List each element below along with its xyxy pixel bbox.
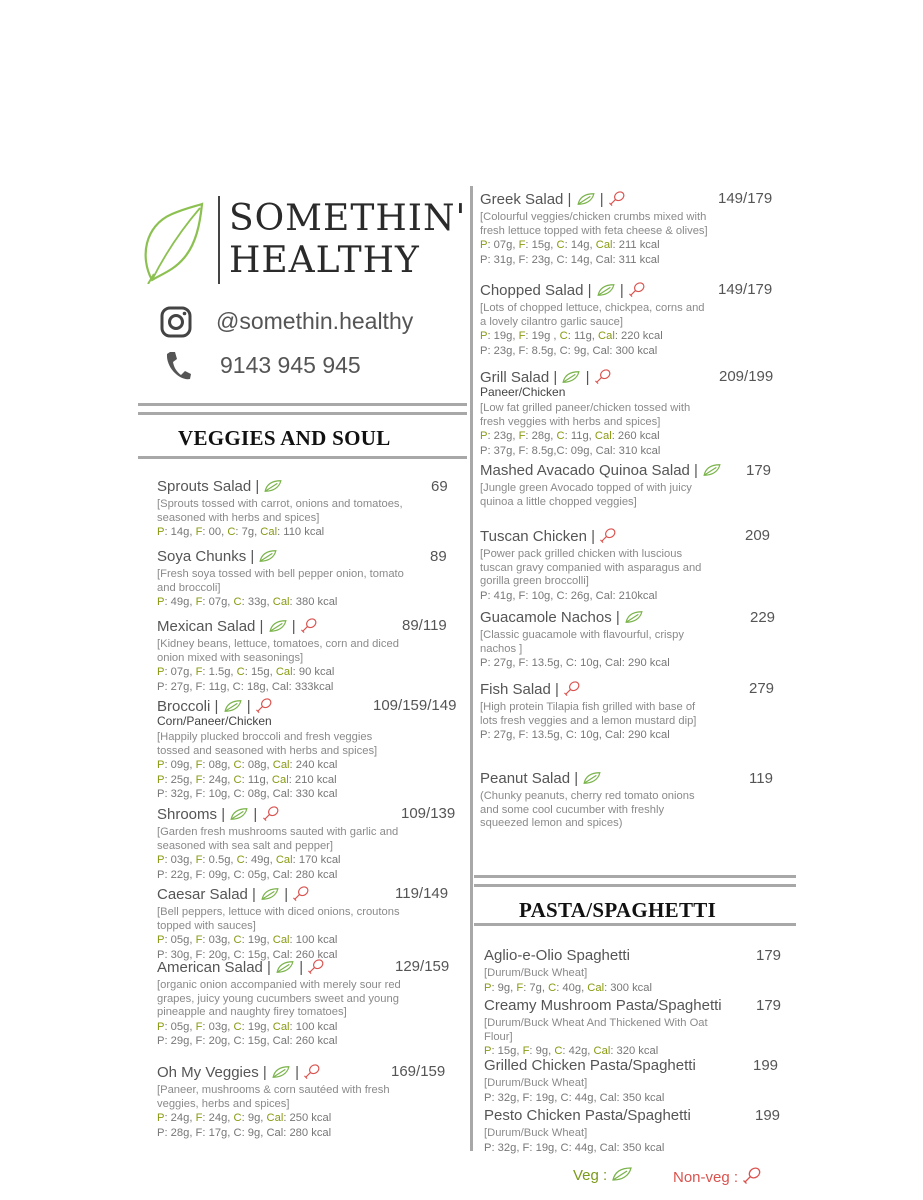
item-name xyxy=(484,1107,734,1124)
menu-item[interactable] xyxy=(480,770,712,831)
drumstick-icon xyxy=(303,1063,321,1079)
item-price: 179 xyxy=(756,997,782,1014)
veggies-rule-bottom xyxy=(138,456,467,459)
leaf-icon xyxy=(271,1065,291,1079)
item-variants: Paneer/Chicken xyxy=(480,385,566,399)
pasta-rule-top-2 xyxy=(474,884,796,887)
drumstick-icon xyxy=(628,281,646,297)
item-name: Grill Salad | | xyxy=(480,368,712,386)
nutrition-line: P: 05g, F: 03g, C: 19g, Cal: 100 kcal xyxy=(157,934,338,947)
nutrition-line: P: 05g, F: 03g, C: 19g, Cal: 100 kcal xyxy=(157,1020,338,1033)
item-name-text: Greek Salad | xyxy=(480,191,572,208)
drumstick-icon xyxy=(594,368,612,384)
nutrition-line: P: 30g, F: 20g, C: 15g, Cal: 260 kcal xyxy=(157,948,338,961)
leaf-icon xyxy=(582,771,602,785)
item-price: 169/159 xyxy=(391,1063,446,1080)
item-description: [Paneer, mushrooms & corn sautéed with fresh veggies, herbs and spices] xyxy=(157,1084,390,1110)
item-name xyxy=(484,947,734,964)
drumstick-icon xyxy=(300,617,318,633)
nutrition-line: P: 27g, F: 13.5g, C: 10g, Cal: 290 kcal xyxy=(480,729,670,742)
nutrition-line: P: 22g, F: 09g, C: 05g, Cal: 280 kcal xyxy=(157,868,338,881)
item-name-text: Aglio-e-Olio Spaghetti xyxy=(484,947,630,964)
nutrition-line: P: 32g, F: 19g, C: 44g, Cal: 350 kcal xyxy=(484,1091,665,1104)
item-description: [Jungle green Avocado topped of with juicy quinoa a little chopped veggies] xyxy=(480,482,692,508)
drumstick-icon xyxy=(292,885,310,901)
item-name: Caesar Salad | | xyxy=(157,885,405,903)
drumstick-icon xyxy=(599,527,617,543)
item-price: 109/159/149 xyxy=(373,697,457,714)
section-title-pasta: PASTA/SPAGHETTI xyxy=(519,898,717,922)
drumstick-icon xyxy=(742,1166,762,1184)
item-name-text: Creamy Mushroom Pasta/Spaghetti xyxy=(484,997,722,1014)
item-name-text: Broccoli | xyxy=(157,698,219,715)
drumstick-icon xyxy=(262,805,280,821)
menu-item[interactable] xyxy=(480,368,712,458)
menu-item[interactable] xyxy=(484,947,734,995)
item-name-text: Guacamole Nachos | xyxy=(480,609,620,626)
item-price: 179 xyxy=(756,947,782,964)
leaf-icon xyxy=(223,699,243,713)
item-name-text: Mashed Avacado Quinoa Salad | xyxy=(480,462,698,479)
item-description: (Chunky peanuts, cherry red tomato onions and some cool cucumber with freshly squeezed lemon and spices) xyxy=(480,790,695,830)
item-name xyxy=(480,680,712,698)
item-name xyxy=(157,478,405,495)
item-description: [Colourful veggies/chicken crumbs mixed with fresh lettuce topped with feta cheese & olives] xyxy=(480,211,708,237)
item-price: 179 xyxy=(746,462,772,479)
nutrition-line: P: 14g, F: 00, C: 7g, Cal: 110 kcal xyxy=(157,526,325,539)
legend-nonveg-label: Non-veg : xyxy=(673,1169,739,1186)
item-name-text: Peanut Salad | xyxy=(480,770,579,787)
item-description: [Durum/Buck Wheat] xyxy=(484,1077,588,1089)
drumstick-icon xyxy=(255,697,273,713)
veggies-rule-top-2 xyxy=(138,412,467,415)
nutrition-line: P: 07g, F: 15g, C: 14g, Cal: 211 kcal xyxy=(480,239,660,252)
item-price: 149/179 xyxy=(718,190,773,207)
item-description: [Kidney beans, lettuce, tomatoes, corn and diced onion mixed with seasonings] xyxy=(157,638,399,664)
instagram-handle[interactable]: @somethin.healthy xyxy=(216,308,414,334)
leaf-icon xyxy=(263,479,283,493)
nutrition-line: P: 07g, F: 1.5g, C: 15g, Cal: 90 kcal xyxy=(157,666,335,679)
item-price: 89 xyxy=(430,548,447,565)
item-name: Chopped Salad | | xyxy=(480,281,712,299)
brand-name-line1: SOMETHIN' xyxy=(229,198,467,239)
leaf-icon xyxy=(576,192,596,206)
menu-item[interactable] xyxy=(157,548,405,610)
menu-item[interactable] xyxy=(484,1057,734,1105)
item-description: [Low fat grilled paneer/chicken tossed with fresh veggies with herbs and spices] xyxy=(480,402,691,428)
nutrition-line: P: 15g, F: 9g, C: 42g, Cal: 320 kcal xyxy=(484,1045,659,1058)
legend-veg-label: Veg : xyxy=(573,1167,608,1184)
item-description: [Durum/Buck Wheat] xyxy=(484,1127,588,1139)
nutrition-line: P: 32g, F: 10g, C: 08g, Cal: 330 kcal xyxy=(157,788,338,801)
item-price: 209 xyxy=(745,527,771,544)
nutrition-line: P: 32g, F: 19g, C: 44g, Cal: 350 kcal xyxy=(484,1141,665,1154)
phone-icon[interactable] xyxy=(164,350,192,382)
item-price: 89/119 xyxy=(402,617,447,634)
item-name-text: Shrooms | xyxy=(157,806,226,823)
pasta-rule-bottom xyxy=(474,923,796,926)
nutrition-line: P: 49g, F: 07g, C: 33g, Cal: 380 kcal xyxy=(157,596,338,609)
brand-name-line2: HEALTHY xyxy=(229,240,420,281)
menu-item[interactable] xyxy=(157,617,405,694)
drumstick-icon xyxy=(608,190,626,206)
item-name-text: Pesto Chicken Pasta/Spaghetti xyxy=(484,1107,691,1124)
pasta-rule-top-1 xyxy=(474,875,796,878)
item-name-text: Sprouts Salad | xyxy=(157,478,260,495)
drumstick-icon xyxy=(563,680,581,696)
legend-nonveg xyxy=(673,1166,762,1186)
menu-item[interactable] xyxy=(157,805,405,882)
item-price: 209/199 xyxy=(719,368,774,385)
item-price: 129/159 xyxy=(395,958,450,975)
leaf-icon xyxy=(275,960,295,974)
item-name-text: Tuscan Chicken | xyxy=(480,528,596,545)
item-description: [Fresh soya tossed with bell pepper onion, tomato and broccoli] xyxy=(157,568,404,594)
item-description: [Lots of chopped lettuce, chickpea, corns and a lovely cilantro garlic sauce] xyxy=(480,302,705,328)
item-price: 199 xyxy=(753,1057,779,1074)
item-price: 229 xyxy=(750,609,776,626)
item-name-text: Chopped Salad | xyxy=(480,282,592,299)
leaf-icon xyxy=(258,549,278,563)
item-price: 279 xyxy=(749,680,775,697)
menu-item[interactable] xyxy=(480,609,712,671)
item-name: Broccoli | | xyxy=(157,697,405,715)
item-name: Oh My Veggies | | xyxy=(157,1063,405,1081)
item-price: 149/179 xyxy=(718,281,773,298)
nutrition-line: P: 23g, F: 8.5g, C: 9g, Cal: 300 kcal xyxy=(480,344,658,357)
nutrition-line: P: 25g, F: 24g, C: 11g, Cal: 210 kcal xyxy=(157,773,337,786)
menu-item[interactable] xyxy=(480,462,712,509)
item-description: [Happily plucked broccoli and fresh veggies tossed and seasoned with herbs and spices] xyxy=(157,731,378,757)
item-name: Mexican Salad | | xyxy=(157,617,405,635)
item-name xyxy=(480,462,712,479)
item-name-text: American Salad | xyxy=(157,959,271,976)
item-price: 199 xyxy=(755,1107,781,1124)
leaf-icon xyxy=(229,807,249,821)
item-description: [organic onion accompanied with merely sour red grapes, juicy young cucumbers sweet and young pineapple and naughty firey tomatoes] xyxy=(157,979,401,1019)
nutrition-line: P: 19g, F: 19g , C: 11g, Cal: 220 kcal xyxy=(480,330,663,343)
item-description: [Durum/Buck Wheat And Thickened With Oat Flour] xyxy=(484,1017,708,1043)
menu-item[interactable] xyxy=(484,1107,734,1155)
item-price: 69 xyxy=(431,478,448,495)
leaf-logo-icon xyxy=(138,200,208,284)
item-name: Shrooms | | xyxy=(157,805,405,823)
menu-item[interactable] xyxy=(480,190,712,267)
phone-number[interactable]: 9143 945 945 xyxy=(220,352,361,378)
leaf-icon xyxy=(561,370,581,384)
item-price: 109/139 xyxy=(401,805,456,822)
section-title-veggies: VEGGIES AND SOUL xyxy=(178,426,391,450)
nutrition-line: P: 03g, F: 0.5g, C: 49g, Cal: 170 kcal xyxy=(157,854,341,867)
item-name-text: Grill Salad | xyxy=(480,369,558,386)
item-description: [High protein Tilapia fish grilled with base of lots fresh veggies and a lemon mustard dip] xyxy=(480,701,697,727)
column-divider xyxy=(470,186,473,1151)
nutrition-line: P: 23g, F: 28g, C: 11g, Cal: 260 kcal xyxy=(480,430,660,443)
nutrition-line: P: 41g, F: 10g, C: 26g, Cal: 210kcal xyxy=(480,589,658,602)
item-description: [Classic guacamole with flavourful, crispy nachos ] xyxy=(480,629,684,655)
veggies-rule-top-1 xyxy=(138,403,467,406)
menu-item[interactable] xyxy=(480,680,712,743)
item-name xyxy=(484,997,734,1014)
item-description: [Bell peppers, lettuce with diced onions, croutons topped with sauces] xyxy=(157,906,400,932)
menu-item[interactable] xyxy=(480,281,712,358)
nutrition-line: P: 24g, F: 24g, C: 9g, Cal: 250 kcal xyxy=(157,1112,332,1125)
leaf-icon xyxy=(702,463,722,477)
nutrition-line: P: 09g, F: 08g, C: 08g, Cal: 240 kcal xyxy=(157,759,338,772)
item-name-text: Caesar Salad | xyxy=(157,886,256,903)
brand-logo xyxy=(138,196,468,288)
item-name-text: Soya Chunks | xyxy=(157,548,255,565)
menu-item[interactable] xyxy=(157,1063,405,1140)
nutrition-line: P: 31g, F: 23g, C: 14g, Cal: 311 kcal xyxy=(480,253,660,266)
item-price: 119 xyxy=(749,770,773,787)
menu-item[interactable] xyxy=(157,958,405,1049)
nutrition-line: P: 37g, F: 8.5g,C: 09g, Cal: 310 kcal xyxy=(480,444,661,457)
nutrition-line: P: 29g, F: 20g, C: 15g, Cal: 260 kcal xyxy=(157,1035,338,1048)
item-description: [Power pack grilled chicken with luscious tuscan gravy companied with asparagus and gorilla green broccolli] xyxy=(480,548,702,588)
nutrition-line: P: 9g, F: 7g, C: 40g, Cal: 300 kcal xyxy=(484,981,652,994)
menu-item[interactable] xyxy=(157,478,405,540)
item-variants: Corn/Paneer/Chicken xyxy=(157,714,272,728)
leaf-icon xyxy=(624,610,644,624)
item-name xyxy=(480,609,712,626)
menu-item[interactable] xyxy=(480,527,712,603)
leaf-icon xyxy=(260,887,280,901)
item-description: [Durum/Buck Wheat] xyxy=(484,967,588,979)
item-description: [Garden fresh mushrooms sauted with garlic and seasoned with sea salt and pepper] xyxy=(157,826,399,852)
menu-item[interactable] xyxy=(157,697,405,802)
item-name: Greek Salad | | xyxy=(480,190,712,208)
nutrition-line: P: 28g, F: 17g, C: 9g, Cal: 280 kcal xyxy=(157,1126,332,1139)
item-description: [Sprouts tossed with carrot, onions and tomatoes, seasoned with herbs and spices] xyxy=(157,498,403,524)
menu-item[interactable] xyxy=(157,885,405,962)
logo-divider xyxy=(218,196,220,284)
item-price: 119/149 xyxy=(395,885,449,902)
menu-item[interactable] xyxy=(484,997,734,1059)
item-name-text: Mexican Salad | xyxy=(157,618,264,635)
item-name-text: Grilled Chicken Pasta/Spaghetti xyxy=(484,1057,696,1074)
leaf-icon xyxy=(596,283,616,297)
leaf-icon xyxy=(611,1166,633,1182)
item-name xyxy=(484,1057,734,1074)
instagram-icon[interactable] xyxy=(160,306,192,338)
item-name xyxy=(157,548,405,565)
nutrition-line: P: 27g, F: 11g, C: 18g, Cal: 333kcal xyxy=(157,680,334,693)
item-name xyxy=(480,770,712,787)
drumstick-icon xyxy=(307,958,325,974)
leaf-icon xyxy=(268,619,288,633)
legend-veg xyxy=(573,1166,633,1184)
item-name: American Salad | | xyxy=(157,958,405,976)
item-name-text: Oh My Veggies | xyxy=(157,1064,267,1081)
item-name-text: Fish Salad | xyxy=(480,681,559,698)
item-name xyxy=(480,527,712,545)
nutrition-line: P: 27g, F: 13.5g, C: 10g, Cal: 290 kcal xyxy=(480,657,670,670)
